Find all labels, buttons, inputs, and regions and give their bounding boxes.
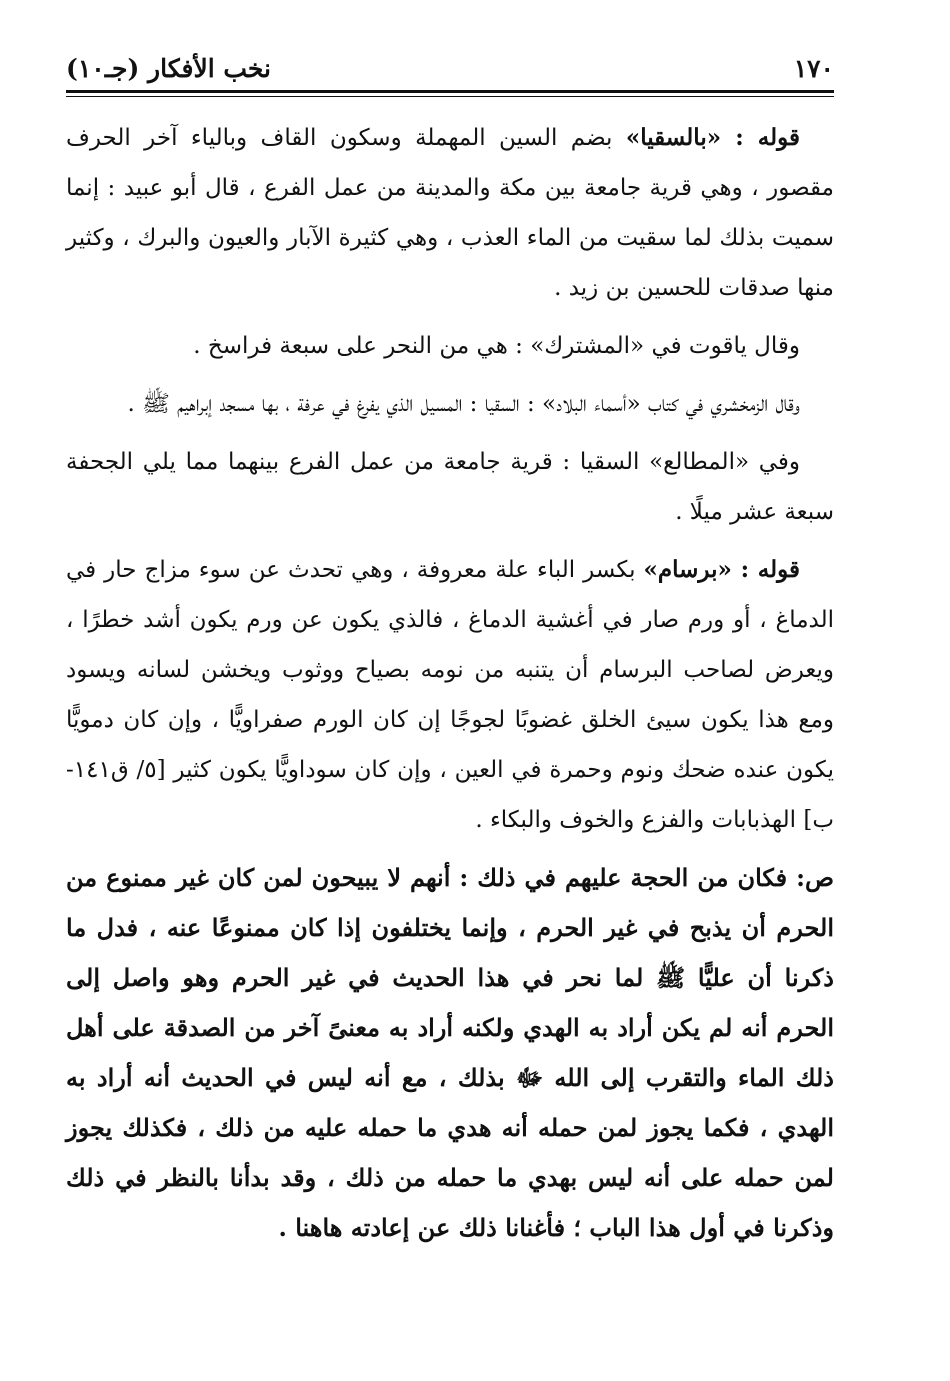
paragraph-text: وقال الزمخشري في كتاب «أسماء البلاد» : السقيا : المسيل الذي يفرغ في عرفة ، بها مسجد إبراهيم ﷺ . (127, 391, 800, 417)
paragraph (66, 545, 834, 845)
header-rule-thick (66, 90, 834, 93)
paragraph-lead: قوله : «برسام» (643, 556, 800, 583)
body-text (66, 113, 834, 1253)
paragraph (66, 437, 834, 537)
commentary-paragraph: ص: فكان من الحجة عليهم في ذلك : أنهم لا يبيحون لمن كان غير ممنوع من الحرم أن يذبح في غير الحرم ، وإنما يختلفون إذا كان ممنوعًا عنه ، فدل ما ذكرنا أن عليًّا ﷺ لما نحر في هذا الحديث في غير الحرم وهو واصل إلى الحرم أنه لم يكن أراد به الهدي ولكنه أراد به معنىً آخر من الصدقة على أهل ذلك الماء والتقرب إلى الله ﷻ بذلك ، مع أنه ليس في الحديث أنه أراد به الهدي ، فكما يجوز لمن حمله أنه هدي ما حمله عليه من ذلك ، فكذلك يجوز لمن حمله على أنه ليس بهدي ما حمله من ذلك ، وقد بدأنا بالنظر في ذلك وذكرنا في أول هذا الباب ؛ فأغنانا ذلك عن إعادته هاهنا . (66, 863, 835, 1242)
paragraph-lead: قوله : «بالسقيا» (625, 124, 800, 151)
paragraph-text: وقال ياقوت في «المشترك» : هي من النحر على سبعة فراسخ . (193, 333, 800, 359)
paragraph (66, 379, 834, 429)
header-rule-thin (66, 96, 834, 97)
book-title: نخب الأفكار (جـ١٠) (66, 54, 272, 83)
page-number: ١٧٠ (793, 54, 834, 83)
paragraph-text: بكسر الباء علة معروفة ، وهي تحدث عن سوء مزاج حار في الدماغ ، أو ورم صار في أغشية الدماغ ، فالذي يكون عن ورم يكون أشد خطرًا ، ويعرض لصاحب البرسام أن يتنبه من نومه بصياح ووثوب ويخشن لسانه ويسود ومع هذا يكون سيئ الخلق غضوبًا لجوجًا إن كان الورم صفراويًّا ، وإن كان دمويًّا يكون عنده ضحك ونوم وحمرة في العين ، وإن كان سوداويًّا يكون كثير [٥/ ق١٤١-ب] الهذبابات والفزع والخوف والبكاء . (66, 557, 834, 833)
page-header (66, 52, 834, 86)
paragraph (66, 321, 834, 371)
page (66, 52, 834, 1261)
paragraph (66, 113, 834, 313)
paragraph-text: وفي «المطالع» السقيا : قرية جامعة من عمل الفرع بينهما مما يلي الجحفة سبعة عشر ميلًا . (66, 449, 834, 525)
paragraph-text: بضم السين المهملة وسكون القاف وبالياء آخر الحرف مقصور ، وهي قرية جامعة بين مكة والمدينة من عمل الفرع ، قال أبو عبيد : إنما سميت بذلك لما سقيت من الماء العذب ، وهي كثيرة الآبار والعيون والبرك ، وكثير منها صدقات للحسين بن زيد . (66, 125, 834, 301)
